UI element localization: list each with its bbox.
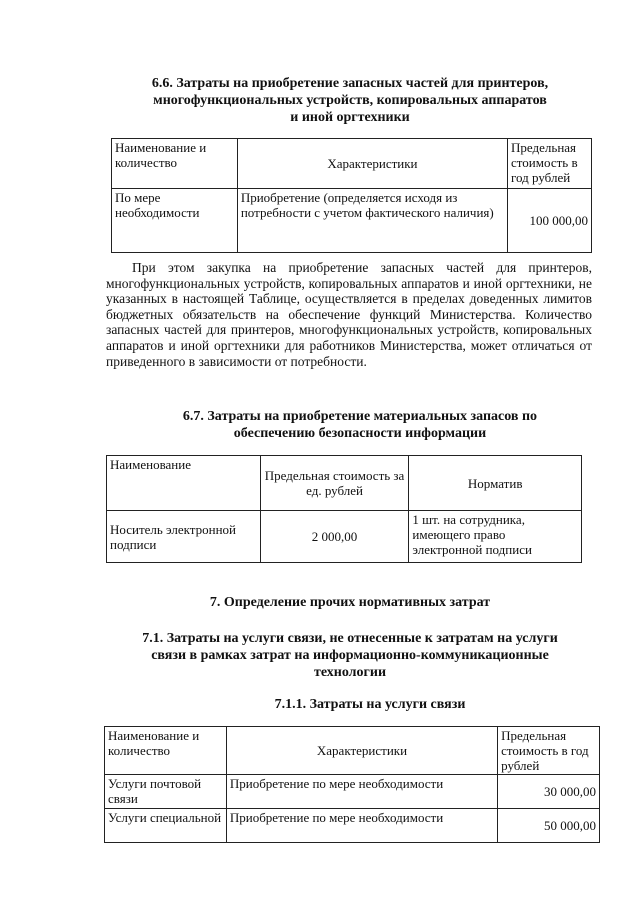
table-row: [107, 511, 582, 563]
table-row: [112, 189, 592, 253]
security-materials-table: [106, 455, 582, 563]
cell-name: Услуги специальной: [105, 809, 227, 843]
header-name-qty: Наименование и количество: [105, 727, 227, 775]
cell-cost: 100 000,00: [508, 189, 592, 253]
header-characteristics: Характеристики: [226, 727, 497, 775]
header-max-cost: Предельная стоимость в год рублей: [508, 139, 592, 189]
table-header-row: [112, 139, 592, 189]
table-row: [105, 775, 600, 809]
cell-characteristics: Приобретение (определяется исходя из потребности с учетом фактического наличия): [237, 189, 507, 253]
table-header-row: [107, 456, 582, 511]
cell-name: Носитель электронной подписи: [107, 511, 261, 563]
header-name: Наименование: [107, 456, 261, 511]
heading-line: технологии: [313, 665, 387, 680]
header-name-qty: Наименование и количество: [112, 139, 238, 189]
spare-parts-table: [111, 138, 592, 253]
heading-line: и иной оргтехники: [290, 110, 410, 125]
heading-line: связи в рамках затрат на информационно-коммуникационные: [151, 648, 549, 663]
section-6-6-heading: [100, 75, 600, 126]
heading-line: 7.1. Затраты на услуги связи, не отнесенные к затратам на услуги: [142, 631, 558, 646]
header-norm: Норматив: [409, 456, 582, 511]
heading-line: многофункциональных устройств, копировальных аппаратов: [153, 93, 547, 108]
section-7-1-1-heading: 7.1.1. Затраты на услуги связи: [274, 697, 466, 712]
cell-name: Услуги почтовой связи: [105, 775, 227, 809]
cell-norm: 1 шт. на сотрудника, имеющего право электронной подписи: [409, 511, 582, 563]
heading-line: обеспечению безопасности информации: [233, 426, 487, 441]
cell-cost: 30 000,00: [498, 775, 600, 809]
section-6-7-heading: [140, 408, 580, 442]
header-max-unit-cost: Предельная стоимость за ед. рублей: [260, 456, 409, 511]
heading-line: 6.6. Затраты на приобретение запасных частей для принтеров,: [151, 76, 549, 91]
body-paragraph: При этом закупка на приобретение запасных частей для принтеров, многофункциональных устройств, копировальных аппаратов и иной оргтехники, не указанных в настоящей Таблице, осуществляется в пределах доведенных лимитов бюджетных обязательств на обеспечение функций Министерства. Количество запасных частей для принтеров, многофункциональных устройств, копировальных аппаратов и иной оргтехники для работников Министерства, может отличаться от приведенного в зависимости от потребности.: [106, 260, 592, 369]
header-max-cost: Предельная стоимость в год рублей: [498, 727, 600, 775]
header-characteristics: Характеристики: [237, 139, 507, 189]
table-row: [105, 809, 600, 843]
communication-services-table: [104, 726, 600, 843]
table-header-row: [105, 727, 600, 775]
cell-cost: 50 000,00: [498, 809, 600, 843]
cell-cost: 2 000,00: [260, 511, 409, 563]
cell-characteristics: Приобретение по мере необходимости: [226, 809, 497, 843]
cell-characteristics: Приобретение по мере необходимости: [226, 775, 497, 809]
section-7-heading: 7. Определение прочих нормативных затрат: [209, 595, 491, 610]
heading-line: 6.7. Затраты на приобретение материальных запасов по: [182, 409, 538, 424]
cell-name: По мере необходимости: [112, 189, 238, 253]
section-7-1-heading: [100, 630, 600, 681]
